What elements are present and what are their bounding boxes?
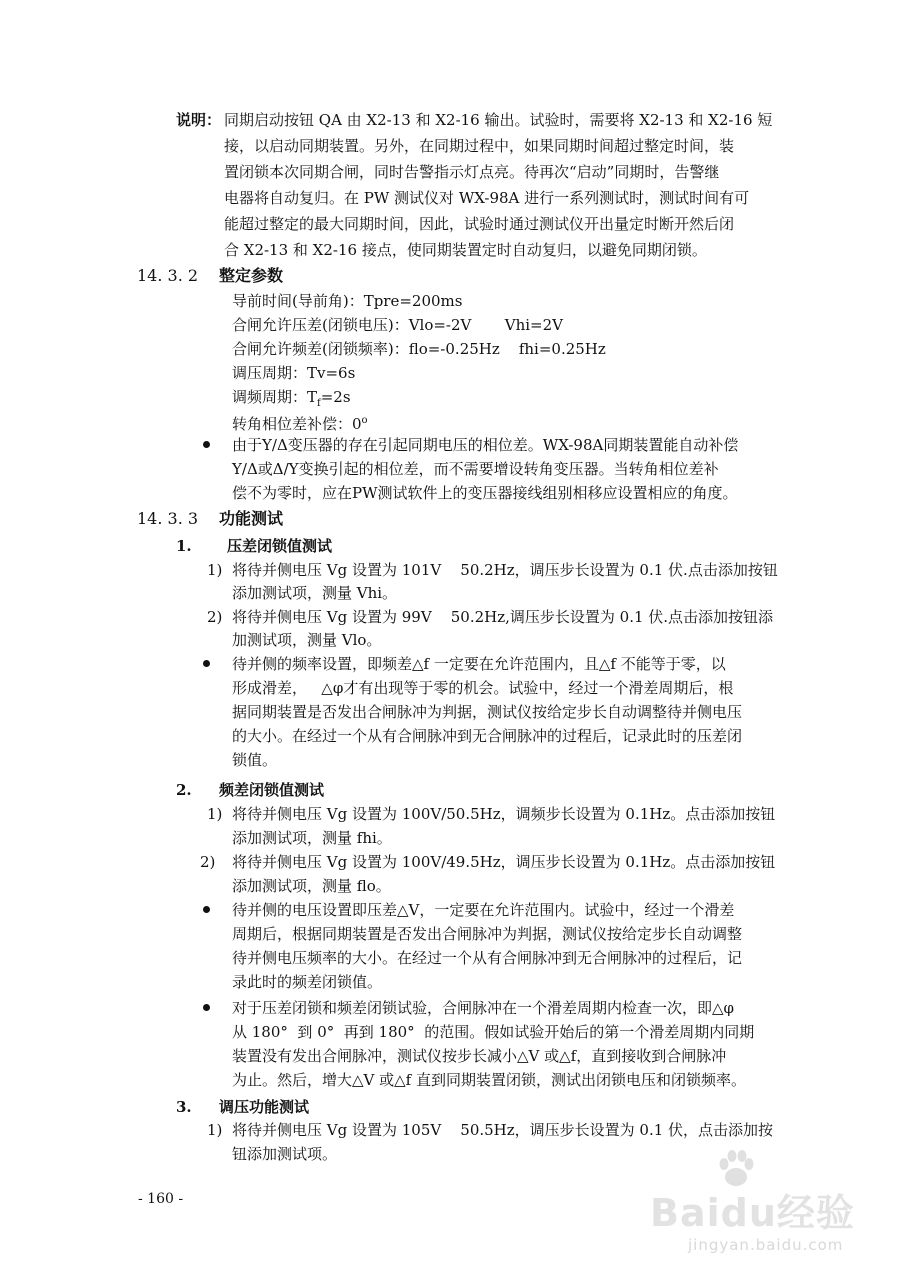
item-number: 1) <box>207 805 223 823</box>
note-line: 同期启动按钮 QA 由 X2-13 和 X2-16 输出。试验时，需要将 X2-13 和 X2-16 短 <box>224 111 773 129</box>
tf-subscript: f <box>317 398 321 409</box>
bullet-icon <box>203 441 210 448</box>
param-line: 合闸允许频差(闭锁频率)：flo=-0.25Hz fhi=0.25Hz <box>232 340 606 358</box>
item-line: 添加测试项，测量 flo。 <box>232 877 391 895</box>
tf-suffix: =2s <box>320 388 351 406</box>
section-title: 整定参数 <box>219 266 284 285</box>
note-line: 能超过整定的最大同期时间，因此，试验时通过测试仪开出量定时断开然后闭 <box>224 215 735 233</box>
watermark-brand: Baidu经验 <box>650 1191 855 1235</box>
note-line: 电器将自动复归。在 PW 测试仪对 WX-98A 进行一系列测试时，测试时间有可 <box>224 189 750 207</box>
param-line: 导前时间(导前角)：Tpre=200ms <box>232 292 463 310</box>
bullet-line: 待并侧电压频率的大小。在经过一个从有合闸脉冲到无合闸脉冲的过程后，记 <box>232 949 743 967</box>
bullet-line: 为止。然后，增大△V 或△f 直到同期装置闭锁，测试出闭锁电压和闭锁频率。 <box>232 1071 746 1089</box>
bullet-line: 从 180° 到 0° 再到 180° 的范围。假如试验开始后的第一个滑差周期内同期 <box>232 1023 755 1041</box>
bullet-line: Y/Δ或Δ/Y变换引起的相位差，而不需要增设转角变压器。当转角相位差补 <box>232 460 719 478</box>
item-number: 1) <box>207 1121 223 1139</box>
param-line: 合闸允许压差(闭锁电压)：Vlo=-2V Vhi=2V <box>232 316 563 334</box>
item-line: 将待并侧电压 Vg 设置为 100V/49.5Hz，调压步长设置为 0.1Hz。点击添加按钮 <box>232 853 776 871</box>
bullet-line: 由于Y/Δ变压器的存在引起同期电压的相位差。WX-98A同期装置能自动补偿 <box>232 436 739 454</box>
item-line: 将待并侧电压 Vg 设置为 105V 50.5Hz，调压步长设置为 0.1 伏，点击添加按 <box>232 1121 774 1139</box>
bullet-line: 形成滑差， △φ才有出现等于零的机会。试验中，经过一个滑差周期后，根 <box>232 679 734 697</box>
subsection-title: 频差闭锁值测试 <box>219 781 325 799</box>
angle-superscript: o <box>361 415 368 426</box>
bullet-line: 的大小。在经过一个从有合闸脉冲到无合闸脉冲的过程后，记录此时的压差闭 <box>232 727 743 745</box>
subsection-title: 调压功能测试 <box>219 1098 310 1116</box>
section-number: 14. 3. 2 <box>137 266 199 285</box>
section-number: 14. 3. 3 <box>137 509 199 528</box>
item-line: 将待并侧电压 Vg 设置为 101V 50.2Hz，调压步长设置为 0.1 伏.点击添加按钮 <box>232 561 778 579</box>
item-line: 将待并侧电压 Vg 设置为 99V 50.2Hz,调压步长设置为 0.1 伏.点击添加按钮添 <box>232 608 774 626</box>
subsection-number: 3. <box>176 1098 192 1116</box>
bullet-line: 待并侧的频率设置，即频差△f 一定要在允许范围内，且△f 不能等于零，以 <box>232 655 726 673</box>
subsection-title: 压差闭锁值测试 <box>227 537 333 555</box>
item-number: 2) <box>207 608 223 626</box>
bullet-line: 锁值。 <box>232 751 278 769</box>
tf-prefix: 调频周期：T <box>232 388 318 406</box>
bullet-line: 偿不为零时，应在PW测试软件上的变压器接线组别相移应设置相应的角度。 <box>232 484 738 502</box>
bullet-line: 录此时的频差闭锁值。 <box>232 973 383 991</box>
item-number: 2) <box>200 853 216 871</box>
item-line: 加测试项，测量 Vlo。 <box>232 631 382 649</box>
bullet-line: 装置没有发出合闸脉冲，测试仪按步长减小△V 或△f，直到接收到合闸脉冲 <box>232 1047 727 1065</box>
bullet-icon <box>203 906 210 913</box>
param-line-angle <box>232 409 368 436</box>
bullet-line: 待并侧的电压设置即压差△V，一定要在允许范围内。试验中，经过一个滑差 <box>232 901 735 919</box>
page-number: - 160 - <box>138 1191 184 1207</box>
bullet-line: 对于压差闭锁和频差闭锁试验，合闸脉冲在一个滑差周期内检查一次，即△φ <box>232 999 735 1017</box>
item-line: 添加测试项，测量 fhi。 <box>232 829 392 847</box>
note-label: 说明： <box>176 111 222 129</box>
item-number: 1) <box>207 561 223 579</box>
note-line: 置闭锁本次同期合闸，同时告警指示灯点亮。待再次“启动”同期时，告警继 <box>224 163 720 181</box>
subsection-number: 1. <box>176 537 192 555</box>
bullet-icon <box>203 660 210 667</box>
angle-text: 转角相位差补偿：0 <box>232 415 362 433</box>
note-line: 接，以启动同期装置。另外，在同期过程中，如果同期时间超过整定时间，装 <box>224 137 735 155</box>
subsection-number: 2. <box>176 781 192 799</box>
item-line: 将待并侧电压 Vg 设置为 100V/50.5Hz，调频步长设置为 0.1Hz。点击添加按钮 <box>232 805 776 823</box>
bullet-icon <box>203 1004 210 1011</box>
param-line: 调压周期：Tv=6s <box>232 364 356 382</box>
item-line: 添加测试项，测量 Vhi。 <box>232 584 398 602</box>
bullet-line: 周期后，根据同期装置是否发出合闸脉冲为判据，测试仪按给定步长自动调整 <box>232 925 743 943</box>
item-line: 钮添加测试项。 <box>232 1145 338 1163</box>
bullet-line: 据同期装置是否发出合闸脉冲为判据，测试仪按给定步长自动调整待并侧电压 <box>232 703 743 721</box>
baidu-watermark <box>650 1150 890 1270</box>
watermark-url: jingyan.baidu.com <box>688 1236 844 1254</box>
section-title: 功能测试 <box>219 509 284 528</box>
note-line: 合 X2-13 和 X2-16 接点，使同期装置定时自动复归，以避免同期闭锁。 <box>224 241 707 259</box>
